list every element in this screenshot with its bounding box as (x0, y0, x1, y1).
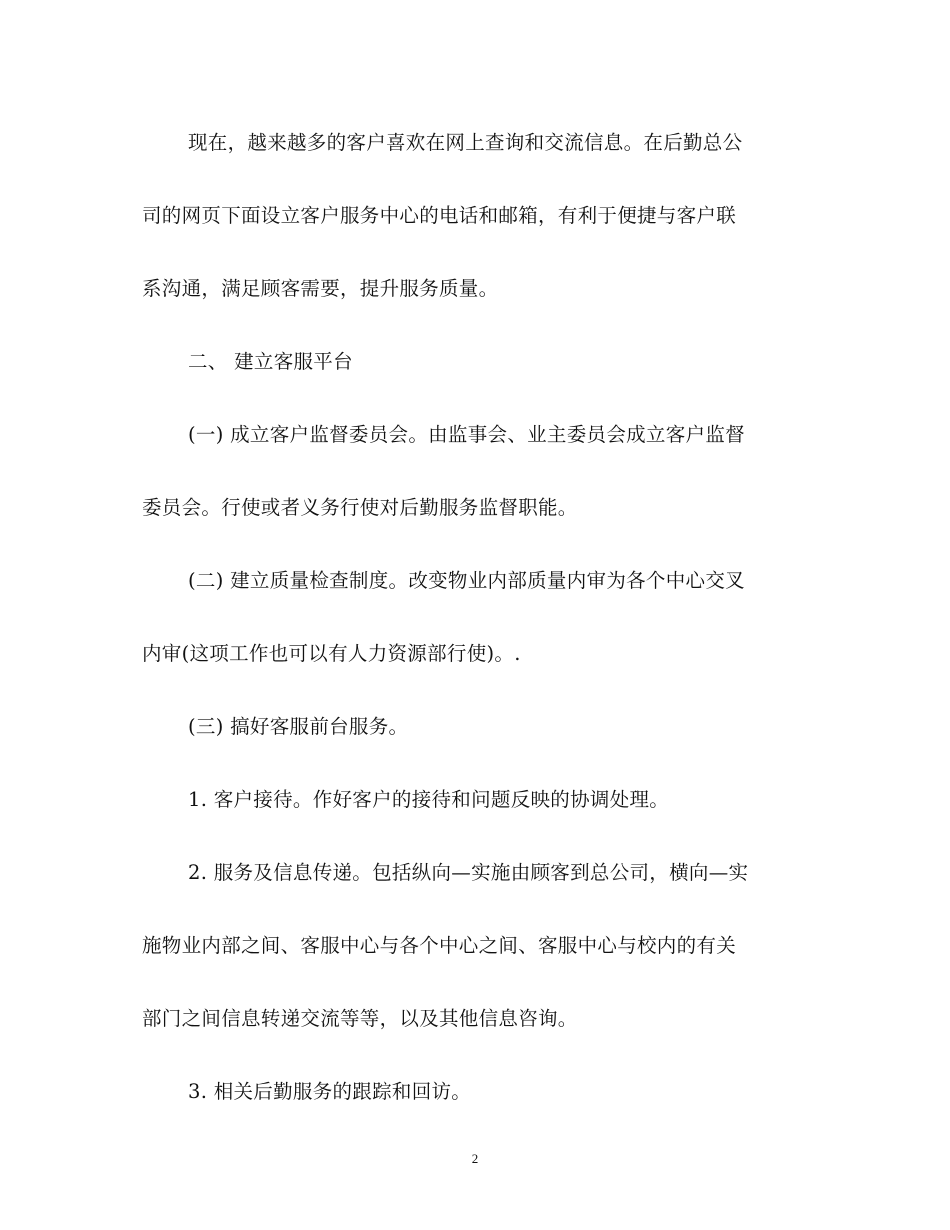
paragraph-line-2: 司的网页下面设立客户服务中心的电话和邮箱，有利于便捷与客户联 (142, 204, 737, 227)
list-item-3: 3. 相关后勤服务的跟踪和回访。 (188, 1080, 472, 1103)
paragraph-line-9: (三) 搞好客服前台服务。 (188, 715, 409, 738)
list-item-1: 1. 客户接待。作好客户的接待和问题反映的协调处理。 (188, 788, 670, 811)
paragraph-line-5: (一) 成立客户监督委员会。由监事会、业主委员会成立客户监督 (188, 423, 745, 446)
paragraph-line-13: 部门之间信息转递交流等等，以及其他信息咨询。 (142, 1007, 578, 1030)
list-item-2: 2. 服务及信息传递。包括纵向—实施由顾客到总公司，横向—实 (188, 861, 749, 884)
paragraph-line-7: (二) 建立质量检查制度。改变物业内部质量内审为各个中心交叉 (188, 569, 745, 592)
paragraph-line-1: 现在，越来越多的客户喜欢在网上查询和交流信息。在后勤总公 (188, 131, 743, 154)
paragraph-line-12: 施物业内部之间、客服中心与各个中心之间、客服中心与校内的有关 (142, 934, 737, 957)
section-heading: 二、 建立客服平台 (188, 350, 353, 373)
paragraph-line-3: 系沟通，满足顾客需要，提升服务质量。 (142, 277, 499, 300)
paragraph-line-6: 委员会。行使或者义务行使对后勤服务监督职能。 (142, 496, 578, 519)
page-number: 2 (471, 1151, 479, 1166)
paragraph-line-8: 内审(这项工作也可以有人力资源部行使)。. (142, 642, 521, 665)
